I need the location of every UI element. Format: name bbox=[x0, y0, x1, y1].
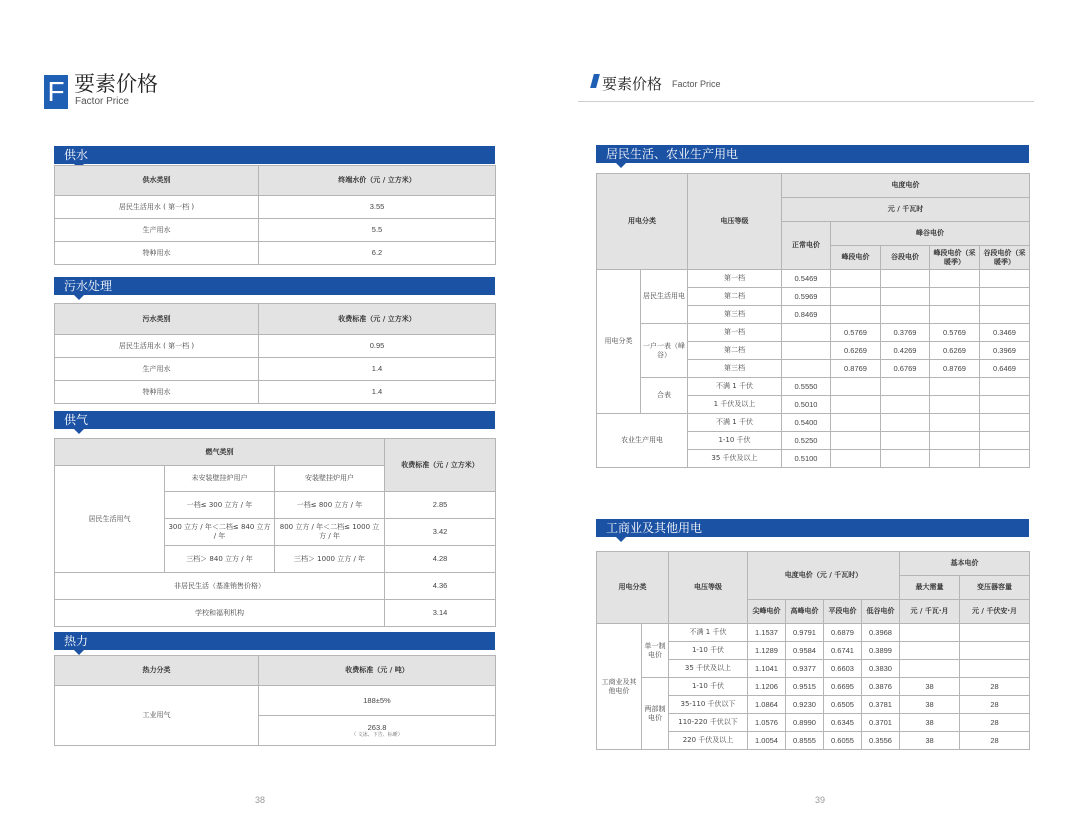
page-subtitle: Factor Price bbox=[75, 96, 129, 107]
table-cell: 0.3769 bbox=[881, 324, 930, 342]
table-cell: 5.5 bbox=[259, 219, 496, 242]
table-header: 变压器容量 bbox=[960, 576, 1030, 600]
table-cell: 0.6695 bbox=[824, 678, 862, 696]
table-cell: 1 千伏及以上 bbox=[688, 396, 782, 414]
table-cell bbox=[980, 378, 1030, 396]
table-cell bbox=[930, 432, 980, 450]
table-cell: 28 bbox=[960, 714, 1030, 732]
table-cell: 0.3469 bbox=[980, 324, 1030, 342]
table-cell bbox=[930, 396, 980, 414]
table-cell: 28 bbox=[960, 696, 1030, 714]
table-cell: 0.8469 bbox=[782, 306, 831, 324]
table-cell: 学校和福利机构 bbox=[55, 600, 385, 627]
table-cell: 0.6769 bbox=[881, 360, 930, 378]
table-cell: 0.9791 bbox=[786, 624, 824, 642]
table-row bbox=[597, 270, 1030, 288]
table-cell: 1.0864 bbox=[748, 696, 786, 714]
table-header: 用电分类 bbox=[597, 174, 688, 270]
table-header: 热力分类 bbox=[55, 656, 259, 686]
table-cell bbox=[881, 306, 930, 324]
table-cell: 第一档 bbox=[688, 324, 782, 342]
table-cell: 0.5010 bbox=[782, 396, 831, 414]
table-cell: 0.5550 bbox=[782, 378, 831, 396]
table-cell: 0.3899 bbox=[862, 642, 900, 660]
table-cell: 38 bbox=[900, 732, 960, 750]
table-cell: 35-110 千伏以下 bbox=[669, 696, 748, 714]
table-cell: 0.9377 bbox=[786, 660, 824, 678]
table-cell bbox=[980, 396, 1030, 414]
table-cell bbox=[930, 306, 980, 324]
page-title: 要素价格 bbox=[74, 72, 158, 96]
table-cell bbox=[881, 270, 930, 288]
table-cell: 2.85 bbox=[385, 492, 496, 519]
table-header: 电压等级 bbox=[688, 174, 782, 270]
table-cell: 1.1041 bbox=[748, 660, 786, 678]
section-letter-badge: F bbox=[44, 75, 68, 109]
right-page-subtitle: Factor Price bbox=[672, 79, 721, 89]
table-header: 元 / 千瓦·月 bbox=[900, 600, 960, 624]
table-cell bbox=[960, 642, 1030, 660]
table-cell bbox=[831, 432, 881, 450]
table-cell: 0.5100 bbox=[782, 450, 831, 468]
resident-gas-label: 居民生活用气 bbox=[55, 466, 165, 573]
table-cell: 工业用气 bbox=[55, 686, 259, 746]
table-cell: 0.9230 bbox=[786, 696, 824, 714]
table-cell: 居民生活用电 bbox=[641, 270, 688, 324]
table-cell bbox=[782, 342, 831, 360]
table-cell: 居民生活用水 ( 第一档 ) bbox=[55, 196, 259, 219]
table-cell: 不满 1 千伏 bbox=[688, 378, 782, 396]
table-cell: 35 千伏及以上 bbox=[669, 660, 748, 678]
table-header: 峰谷电价 bbox=[831, 222, 1030, 246]
table-row bbox=[55, 600, 496, 627]
table-cell: 38 bbox=[900, 714, 960, 732]
page-number-right: 39 bbox=[815, 795, 826, 805]
table-header: 元 / 千瓦时 bbox=[782, 198, 1030, 222]
table-header: 基本电价 bbox=[900, 552, 1030, 576]
table-row bbox=[55, 196, 496, 219]
table-header: 谷段电价 bbox=[881, 246, 930, 270]
table-cell: 第二档 bbox=[688, 288, 782, 306]
water-section-title: 供水 bbox=[64, 148, 89, 162]
table-cell: 0.3781 bbox=[862, 696, 900, 714]
right-page-title: 要素价格 bbox=[602, 75, 663, 93]
table-cell bbox=[900, 642, 960, 660]
table-header: 燃气类别 bbox=[55, 439, 385, 466]
table-cell: 0.6879 bbox=[824, 624, 862, 642]
table-cell bbox=[930, 288, 980, 306]
table-cell: 300 立方 / 年＜二档≤ 840 立方 / 年 bbox=[165, 519, 275, 546]
table-cell: 0.5769 bbox=[831, 324, 881, 342]
table-cell bbox=[881, 288, 930, 306]
table-cell: 合表 bbox=[641, 378, 688, 414]
table-cell: 三档＞ 840 立方 / 年 bbox=[165, 546, 275, 573]
table-cell bbox=[980, 288, 1030, 306]
table-header: 尖峰电价 bbox=[748, 600, 786, 624]
table-cell bbox=[782, 360, 831, 378]
table-cell: 110-220 千伏以下 bbox=[669, 714, 748, 732]
table-cell: 3.42 bbox=[385, 519, 496, 546]
table-cell: 0.5969 bbox=[782, 288, 831, 306]
industrial-power-section-title: 工商业及其他用电 bbox=[606, 521, 703, 535]
table-header: 电度电价 bbox=[782, 174, 1030, 198]
table-cell: 用电分类 bbox=[597, 270, 641, 414]
table-cell: 0.5250 bbox=[782, 432, 831, 450]
table-cell bbox=[930, 378, 980, 396]
table-cell: 4.36 bbox=[385, 573, 496, 600]
table-cell bbox=[831, 306, 881, 324]
resident-power-section-title: 居民生活、农业生产用电 bbox=[606, 147, 739, 161]
table-cell bbox=[881, 414, 930, 432]
table-header: 峰段电价 bbox=[831, 246, 881, 270]
table-cell: 0.8555 bbox=[786, 732, 824, 750]
table-subheader: 安装壁挂炉用户 bbox=[275, 466, 385, 492]
table-cell bbox=[980, 432, 1030, 450]
table-cell: 0.4269 bbox=[881, 342, 930, 360]
heat-section-title: 热力 bbox=[64, 634, 89, 648]
table-cell: 0.6269 bbox=[831, 342, 881, 360]
table-cell: 工商业及其他电价 bbox=[597, 624, 642, 750]
table-cell: 第二档 bbox=[688, 342, 782, 360]
table-cell: 居民生活用水 ( 第一档 ) bbox=[55, 335, 259, 358]
table-cell: 1.1289 bbox=[748, 642, 786, 660]
table-cell bbox=[831, 450, 881, 468]
table-cell bbox=[831, 396, 881, 414]
table-cell: 0.8990 bbox=[786, 714, 824, 732]
table-cell: 两部制电价 bbox=[642, 678, 669, 750]
table-cell: 0.6269 bbox=[930, 342, 980, 360]
table-header: 电度电价（元 / 千瓦时） bbox=[748, 552, 900, 600]
water-price-table bbox=[54, 165, 496, 265]
industrial-power-table bbox=[596, 551, 1030, 750]
table-cell: 28 bbox=[960, 732, 1030, 750]
table-header: 收费标准（元 / 立方米） bbox=[259, 304, 496, 335]
table-row bbox=[55, 573, 496, 600]
table-cell: 生产用水 bbox=[55, 219, 259, 242]
table-cell: 1.1537 bbox=[748, 624, 786, 642]
table-cell: 0.3701 bbox=[862, 714, 900, 732]
table-row bbox=[55, 335, 496, 358]
table-cell: 0.3876 bbox=[862, 678, 900, 696]
table-cell: 0.5469 bbox=[782, 270, 831, 288]
gas-section-title: 供气 bbox=[64, 413, 89, 427]
heat-section-bar bbox=[54, 632, 495, 650]
table-cell bbox=[960, 624, 1030, 642]
table-cell bbox=[900, 660, 960, 678]
table-cell: 188±5% bbox=[259, 686, 496, 716]
table-cell bbox=[900, 624, 960, 642]
table-row bbox=[597, 324, 1030, 342]
table-header: 污水类别 bbox=[55, 304, 259, 335]
table-row bbox=[55, 242, 496, 265]
industrial-power-section-bar bbox=[596, 519, 1029, 537]
header-divider bbox=[578, 101, 1034, 102]
table-cell: 0.8769 bbox=[930, 360, 980, 378]
table-cell: 一档≤ 300 立方 / 年 bbox=[165, 492, 275, 519]
table-cell bbox=[259, 716, 496, 746]
table-cell: 0.3830 bbox=[862, 660, 900, 678]
table-cell: 0.6505 bbox=[824, 696, 862, 714]
table-cell: 28 bbox=[960, 678, 1030, 696]
table-header: 终端水价（元 / 立方米） bbox=[259, 166, 496, 196]
table-cell: 1.0054 bbox=[748, 732, 786, 750]
table-cell: 0.9584 bbox=[786, 642, 824, 660]
table-cell bbox=[831, 414, 881, 432]
sewage-section-bar bbox=[54, 277, 495, 295]
table-header: 平段电价 bbox=[824, 600, 862, 624]
table-row bbox=[597, 624, 1030, 642]
table-cell bbox=[960, 660, 1030, 678]
table-cell: 1.0576 bbox=[748, 714, 786, 732]
table-row bbox=[55, 381, 496, 404]
table-header: 供水类别 bbox=[55, 166, 259, 196]
table-header: 低谷电价 bbox=[862, 600, 900, 624]
table-cell bbox=[831, 378, 881, 396]
table-cell: 0.5769 bbox=[930, 324, 980, 342]
heat-price-value: 263.8 bbox=[367, 722, 387, 732]
table-cell bbox=[831, 270, 881, 288]
table-cell: 220 千伏及以上 bbox=[669, 732, 748, 750]
table-row bbox=[597, 378, 1030, 396]
table-row bbox=[597, 678, 1030, 696]
table-cell: 0.6469 bbox=[980, 360, 1030, 378]
sewage-price-table bbox=[54, 303, 496, 404]
table-cell bbox=[831, 288, 881, 306]
table-cell: 1.4 bbox=[259, 358, 496, 381]
table-cell: 特种用水 bbox=[55, 242, 259, 265]
table-cell: 3.14 bbox=[385, 600, 496, 627]
table-cell: 6.2 bbox=[259, 242, 496, 265]
table-cell bbox=[930, 270, 980, 288]
table-row bbox=[55, 686, 496, 716]
table-header: 正常电价 bbox=[782, 222, 831, 270]
table-cell bbox=[980, 414, 1030, 432]
table-cell: 不满 1 千伏 bbox=[669, 624, 748, 642]
table-cell: 4.28 bbox=[385, 546, 496, 573]
table-cell: 1-10 千伏 bbox=[669, 642, 748, 660]
table-cell: 3.55 bbox=[259, 196, 496, 219]
table-cell bbox=[881, 432, 930, 450]
table-cell: 0.5400 bbox=[782, 414, 831, 432]
table-cell: 38 bbox=[900, 678, 960, 696]
header-marker-icon bbox=[590, 74, 600, 88]
table-cell: 0.6603 bbox=[824, 660, 862, 678]
table-cell bbox=[782, 324, 831, 342]
table-row bbox=[55, 358, 496, 381]
table-cell: 0.95 bbox=[259, 335, 496, 358]
gas-section-bar bbox=[54, 411, 495, 429]
table-cell bbox=[930, 414, 980, 432]
table-cell: 800 立方 / 年＜二档≤ 1000 立方 / 年 bbox=[275, 519, 385, 546]
table-cell: 非居民生活（基准销售价格） bbox=[55, 573, 385, 600]
table-cell: 0.6741 bbox=[824, 642, 862, 660]
table-cell: 1-10 千伏 bbox=[688, 432, 782, 450]
table-cell: 三档＞ 1000 立方 / 年 bbox=[275, 546, 385, 573]
resident-power-section-bar bbox=[596, 145, 1029, 163]
table-row bbox=[597, 414, 1030, 432]
table-cell: 一档≤ 800 立方 / 年 bbox=[275, 492, 385, 519]
table-header: 收费标准（元 / 立方米） bbox=[385, 439, 496, 492]
table-header: 用电分类 bbox=[597, 552, 669, 624]
table-cell: 1.4 bbox=[259, 381, 496, 404]
table-header: 峰段电价（采暖季） bbox=[930, 246, 980, 270]
table-cell: 1.1206 bbox=[748, 678, 786, 696]
table-cell: 35 千伏及以上 bbox=[688, 450, 782, 468]
table-header: 最大需量 bbox=[900, 576, 960, 600]
gas-price-table bbox=[54, 438, 496, 627]
table-row bbox=[55, 219, 496, 242]
table-header: 谷段电价（采暖季） bbox=[980, 246, 1030, 270]
table-cell: 0.9515 bbox=[786, 678, 824, 696]
table-cell: 38 bbox=[900, 696, 960, 714]
table-cell: 生产用水 bbox=[55, 358, 259, 381]
table-cell: 不满 1 千伏 bbox=[688, 414, 782, 432]
table-cell: 1-10 千伏 bbox=[669, 678, 748, 696]
table-cell bbox=[881, 396, 930, 414]
table-header: 高峰电价 bbox=[786, 600, 824, 624]
table-header: 电压等级 bbox=[669, 552, 748, 624]
table-cell: 特种用水 bbox=[55, 381, 259, 404]
table-subheader: 未安装壁挂炉用户 bbox=[165, 466, 275, 492]
table-cell: 0.8769 bbox=[831, 360, 881, 378]
table-cell bbox=[980, 450, 1030, 468]
table-cell bbox=[930, 450, 980, 468]
page-number-left: 38 bbox=[255, 795, 266, 805]
table-cell: 第三档 bbox=[688, 306, 782, 324]
table-cell: 农业生产用电 bbox=[597, 414, 688, 468]
table-cell: 0.6055 bbox=[824, 732, 862, 750]
sewage-section-title: 污水处理 bbox=[64, 279, 113, 293]
table-cell: 第一档 bbox=[688, 270, 782, 288]
table-cell bbox=[980, 306, 1030, 324]
table-cell bbox=[881, 378, 930, 396]
table-cell: 0.3969 bbox=[980, 342, 1030, 360]
table-cell bbox=[980, 270, 1030, 288]
table-cell: 第三档 bbox=[688, 360, 782, 378]
table-header: 收费标准（元 / 吨） bbox=[259, 656, 496, 686]
heat-price-table bbox=[54, 655, 496, 746]
table-cell: 0.6345 bbox=[824, 714, 862, 732]
resident-power-table bbox=[596, 173, 1030, 468]
table-header: 元 / 千伏安·月 bbox=[960, 600, 1030, 624]
table-cell bbox=[881, 450, 930, 468]
table-cell: 0.3968 bbox=[862, 624, 900, 642]
table-cell: 一户一表（峰谷） bbox=[641, 324, 688, 378]
heat-price-note: （ 文冰、下告、标睡） bbox=[351, 732, 403, 739]
water-section-bar bbox=[54, 146, 495, 164]
table-cell: 0.3556 bbox=[862, 732, 900, 750]
table-cell: 单一制电价 bbox=[642, 624, 669, 678]
